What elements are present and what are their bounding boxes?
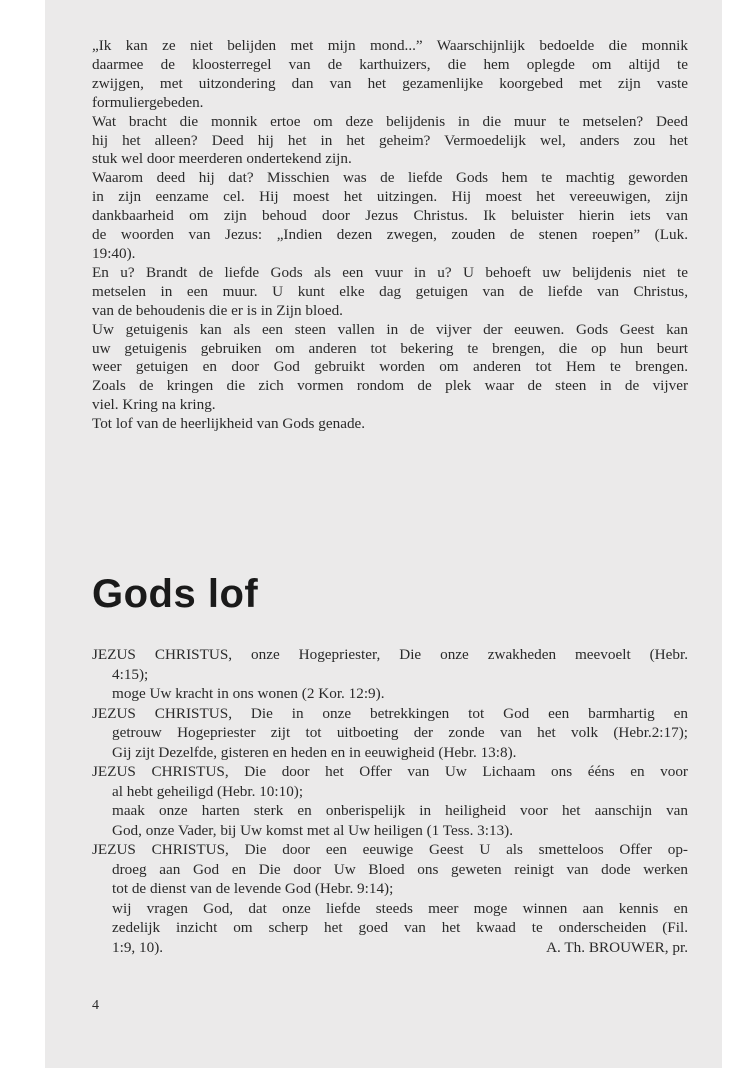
litany-line: tot de dienst van de levende God (Hebr. 9:14); bbox=[112, 880, 394, 897]
author-signature: A. Th. BROUWER, pr. bbox=[546, 938, 688, 956]
text-line: de woorden van Jezus: „Indien dezen zwegen, zouden de stenen roepen” (Luk. bbox=[92, 226, 688, 244]
litany-line: JEZUS CHRISTUS, Die door een eeuwige Geest U als smetteloos Offer op- bbox=[92, 841, 688, 858]
litany-line: al hebt geheiligd (Hebr. 10:10); bbox=[112, 782, 304, 800]
section-heading: Gods lof bbox=[92, 572, 259, 616]
text-line: van de behoudenis die er is in Zijn bloed. bbox=[92, 301, 343, 319]
paragraph bbox=[92, 321, 688, 416]
paragraph bbox=[92, 169, 688, 264]
paragraph bbox=[92, 113, 688, 170]
text-line: in zijn eenzame cel. Hij moest het uitzingen. Hij moest het vereeuwigen, zijn bbox=[92, 188, 688, 206]
litany-line: getrouw Hogepriester zijt tot uitboeting der zonde van het volk (Hebr.2:17); bbox=[112, 724, 688, 741]
text-line: En u? Brandt de liefde Gods als een vuur in u? U behoeft uw belijdenis niet te bbox=[92, 263, 688, 281]
litany-line: JEZUS CHRISTUS, Die door het Offer van Uw Lichaam ons ééns en voor bbox=[92, 763, 688, 780]
text-line: Tot lof van de heerlijkheid van Gods genade. bbox=[92, 415, 366, 433]
litany-line: zedelijk inzicht om scherp het goed van het kwaad te onderscheiden (Fil. bbox=[112, 919, 688, 936]
litany-line: 4:15); bbox=[112, 665, 149, 683]
paragraph bbox=[92, 37, 688, 113]
text-line: hij het alleen? Deed hij het in het geheim? Vermoedelijk wel, anders zou het bbox=[92, 131, 688, 149]
litany-line: maak onze harten sterk en onberispelijk in heiligheid voor het aanschijn van bbox=[112, 802, 688, 819]
text-line: „Ik kan ze niet belijden met mijn mond...” Waarschijnlijk bedoelde die monnik bbox=[92, 37, 688, 54]
text-line: Zoals de kringen die zich vormen rondom de plek waar de steen in de vijver bbox=[92, 377, 688, 395]
closing-row bbox=[92, 938, 688, 958]
litany-line: God, onze Vader, bij Uw komst met al Uw heiligen (1 Tess. 3:13). bbox=[112, 821, 514, 839]
litany-line: 1:9, 10). bbox=[112, 938, 164, 956]
paragraph bbox=[92, 264, 688, 321]
text-line: viel. Kring na kring. bbox=[92, 396, 216, 414]
page-number: 4 bbox=[92, 998, 99, 1013]
text-line: Wat bracht die monnik ertoe om deze belijdenis in die muur te metselen? Deed bbox=[92, 112, 688, 130]
paragraph bbox=[92, 415, 688, 434]
litany-line: JEZUS CHRISTUS, Die in onze betrekkingen tot God een barmhartig en bbox=[92, 704, 688, 722]
text-line: dankbaarheid om zijn behoud door Jezus Christus. Ik beluister hierin iets van bbox=[92, 207, 688, 225]
litany-line: Gij zijt Dezelfde, gisteren en heden en in eeuwigheid (Hebr. 13:8). bbox=[112, 743, 517, 761]
text-line: daarmee de kloosterregel van de karthuizers, die hem oplegde om altijd te bbox=[92, 55, 688, 73]
litany-line: JEZUS CHRISTUS, onze Hogepriester, Die onze zwakheden meevoelt (Hebr. bbox=[92, 646, 688, 663]
text-line: uw getuigenis gebruiken om anderen tot bekering te brengen, die op hun beurt bbox=[92, 339, 688, 357]
article-body bbox=[92, 37, 688, 434]
text-line: weer getuigen en door God gebruikt worden om anderen tot Hem te brengen. bbox=[92, 358, 688, 376]
text-line: stuk wel door meerderen ondertekend zijn. bbox=[92, 150, 352, 168]
litany-line: wij vragen God, dat onze liefde steeds meer moge winnen aan kennis en bbox=[112, 899, 688, 917]
text-line: Uw getuigenis kan als een steen vallen in de vijver der eeuwen. Gods Geest kan bbox=[92, 320, 688, 338]
litany-line: droeg aan God en Die door Uw Bloed ons geweten reinigt van dode werken bbox=[112, 860, 688, 878]
text-line: formuliergebeden. bbox=[92, 93, 204, 111]
text-line: zwijgen, met uitzondering dan van het gezamenlijke koorgebed met zijn vaste bbox=[92, 74, 688, 92]
text-line: 19:40). bbox=[92, 244, 136, 262]
text-line: metselen in een muur. U kunt elke dag getuigen van de liefde van Christus, bbox=[92, 282, 688, 300]
prayer-litany bbox=[92, 645, 688, 957]
text-line: Waarom deed hij dat? Misschien was de liefde Gods hem te machtig geworden bbox=[92, 169, 688, 187]
litany-line: moge Uw kracht in ons wonen (2 Kor. 12:9). bbox=[112, 685, 385, 702]
